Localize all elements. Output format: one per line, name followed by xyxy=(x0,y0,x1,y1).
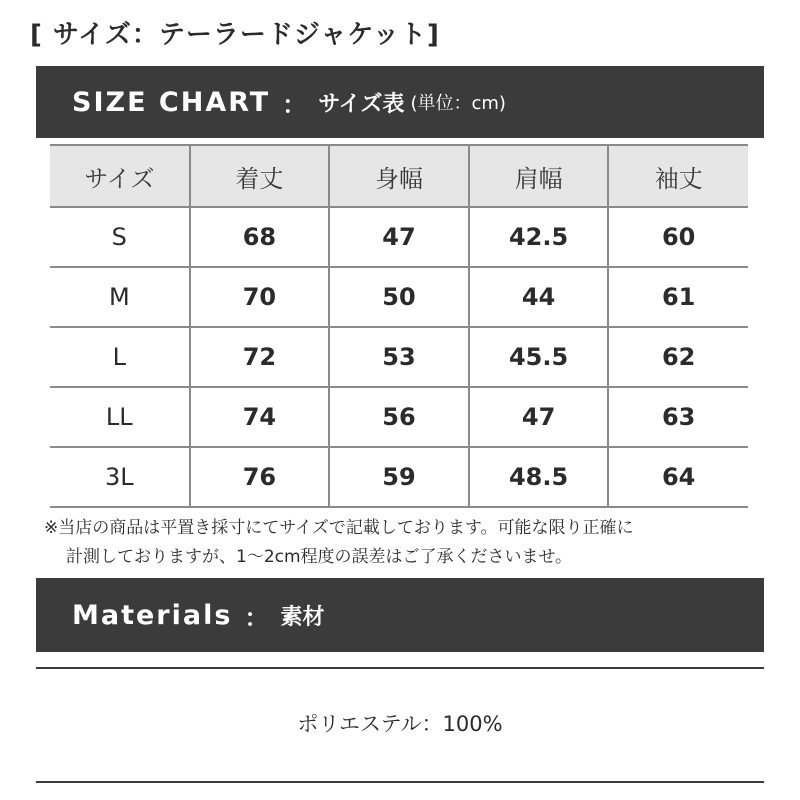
column-header: 袖丈 xyxy=(608,145,748,207)
size-cell: M xyxy=(50,267,190,327)
materials-header xyxy=(36,578,764,652)
size-cell: LL xyxy=(50,387,190,447)
sleeve-cell: 60 xyxy=(608,207,748,267)
measurement-note xyxy=(44,514,764,572)
table-row xyxy=(50,447,748,507)
length-cell: 68 xyxy=(190,207,330,267)
length-cell: 72 xyxy=(190,327,330,387)
size-chart-header xyxy=(36,66,764,138)
materials-separator: ： xyxy=(244,603,269,632)
column-header: サイズ xyxy=(50,145,190,207)
table-row xyxy=(50,387,748,447)
shoulder-cell: 48.5 xyxy=(469,447,609,507)
shoulder-cell: 47 xyxy=(469,387,609,447)
sleeve-cell: 64 xyxy=(608,447,748,507)
materials-value: ポリエステル：100% xyxy=(297,712,503,736)
column-header: 着丈 xyxy=(190,145,330,207)
column-header: 肩幅 xyxy=(469,145,609,207)
size-chart-heading-en: SIZE CHART xyxy=(72,86,271,118)
size-table xyxy=(50,144,748,508)
page-title: [ サイズ：テーラードジャケット] xyxy=(30,20,440,50)
size-cell: S xyxy=(50,207,190,267)
materials-divider-bottom xyxy=(36,781,764,783)
width-cell: 50 xyxy=(329,267,469,327)
size-cell: L xyxy=(50,327,190,387)
width-cell: 59 xyxy=(329,447,469,507)
width-cell: 56 xyxy=(329,387,469,447)
width-cell: 53 xyxy=(329,327,469,387)
materials-divider-top xyxy=(36,667,764,669)
sleeve-cell: 63 xyxy=(608,387,748,447)
column-header: 身幅 xyxy=(329,145,469,207)
length-cell: 76 xyxy=(190,447,330,507)
table-row xyxy=(50,327,748,387)
size-cell: 3L xyxy=(50,447,190,507)
size-chart-unit: (単位：cm) xyxy=(410,93,506,114)
width-cell: 47 xyxy=(329,207,469,267)
shoulder-cell: 44 xyxy=(469,267,609,327)
size-chart-separator: ： xyxy=(282,90,307,119)
shoulder-cell: 45.5 xyxy=(469,327,609,387)
size-chart-heading-jp: サイズ表 xyxy=(318,91,405,117)
sleeve-cell: 62 xyxy=(608,327,748,387)
length-cell: 74 xyxy=(190,387,330,447)
shoulder-cell: 42.5 xyxy=(469,207,609,267)
note-line-1: ※当店の商品は平置き採寸にてサイズで記載しております。可能な限り正確に xyxy=(44,518,634,538)
materials-heading-jp: 素材 xyxy=(280,604,325,630)
table-header-row xyxy=(50,145,748,207)
sleeve-cell: 61 xyxy=(608,267,748,327)
length-cell: 70 xyxy=(190,267,330,327)
table-row xyxy=(50,207,748,267)
materials-heading-en: Materials xyxy=(72,599,233,631)
table-row xyxy=(50,267,748,327)
note-line-2: 計測しておりますが、1〜2cm程度の誤差はご了承くださいませ。 xyxy=(66,547,573,567)
